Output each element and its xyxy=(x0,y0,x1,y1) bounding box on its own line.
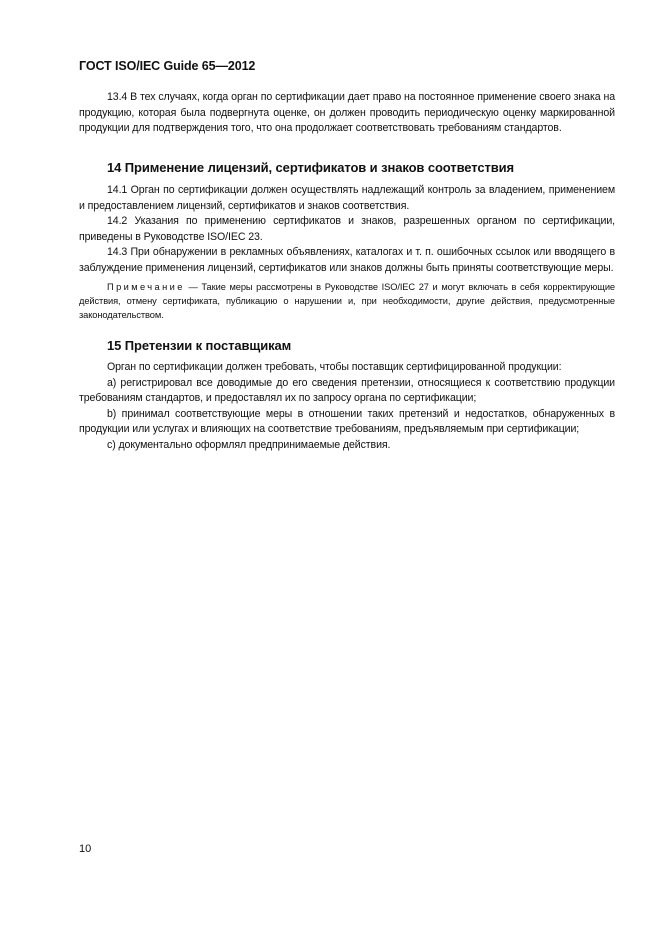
page-number: 10 xyxy=(79,843,92,855)
section-15-body xyxy=(79,360,615,453)
note-14 xyxy=(79,281,615,322)
section-14-title: 14 Применение лицензий, сертификатов и знаков соответствия xyxy=(107,160,515,175)
paragraph-13-4-block xyxy=(79,90,615,137)
paragraph-14-3: 14.3 При обнаружении в рекламных объявлениях, каталогах и т. п. ошибочных ссылок или вводящего в заблуждение применения лицензий, сертификатов или знаков должны быть приняты соответствующие меры. xyxy=(79,246,615,274)
paragraph-15-b: b) принимал соответствующие меры в отношении таких претензий и недостатков, обнаруженных в продукции или услугах и влияющих на соответствие требованиям, предъявляемым при сертификации; xyxy=(79,407,615,435)
paragraph-15-a: а) регистрировал все доводимые до его сведения претензии, относящиеся к соответствию продукции требованиям стандартов, и предоставлял их по запросу органа по сертификации; xyxy=(79,376,615,404)
note-label: Примечание xyxy=(107,282,185,292)
section-15-title: 15 Претензии к поставщикам xyxy=(107,338,292,353)
note-text: — Такие меры рассмотрены в Руководстве ISO/IEC 27 и могут включать в себя корректирующие действия, отмену сертификата, публикацию о нарушении и, при необходимости, другие действия, предусмотренные законодательством. xyxy=(79,282,615,320)
paragraph-14-1: 14.1 Орган по сертификации должен осуществлять надлежащий контроль за владением, применением и предоставлением лицензий, сертификатов и знаков соответствия. xyxy=(79,184,615,212)
paragraph-14-2: 14.2 Указания по применению сертификатов и знаков, разрешенных органом по сертификации, приведены в Руководстве ISO/IEC 23. xyxy=(79,215,615,243)
paragraph-13-4: 13.4 В тех случаях, когда орган по сертификации дает право на постоянное применение своего знака на продукцию, которая была подвергнута оценке, он должен проводить периодическую оценку маркированной продукции для подтверждения того, что она продолжает соответствовать требованиям стандартов. xyxy=(79,91,615,134)
paragraph-15-intro: Орган по сертификации должен требовать, чтобы поставщик сертифицированной продукции: xyxy=(107,361,562,373)
paragraph-15-c: с) документально оформлял предпринимаемые действия. xyxy=(107,438,391,451)
document-header: ГОСТ ISO/IEC Guide 65—2012 xyxy=(79,59,256,73)
section-14-body xyxy=(79,183,615,322)
